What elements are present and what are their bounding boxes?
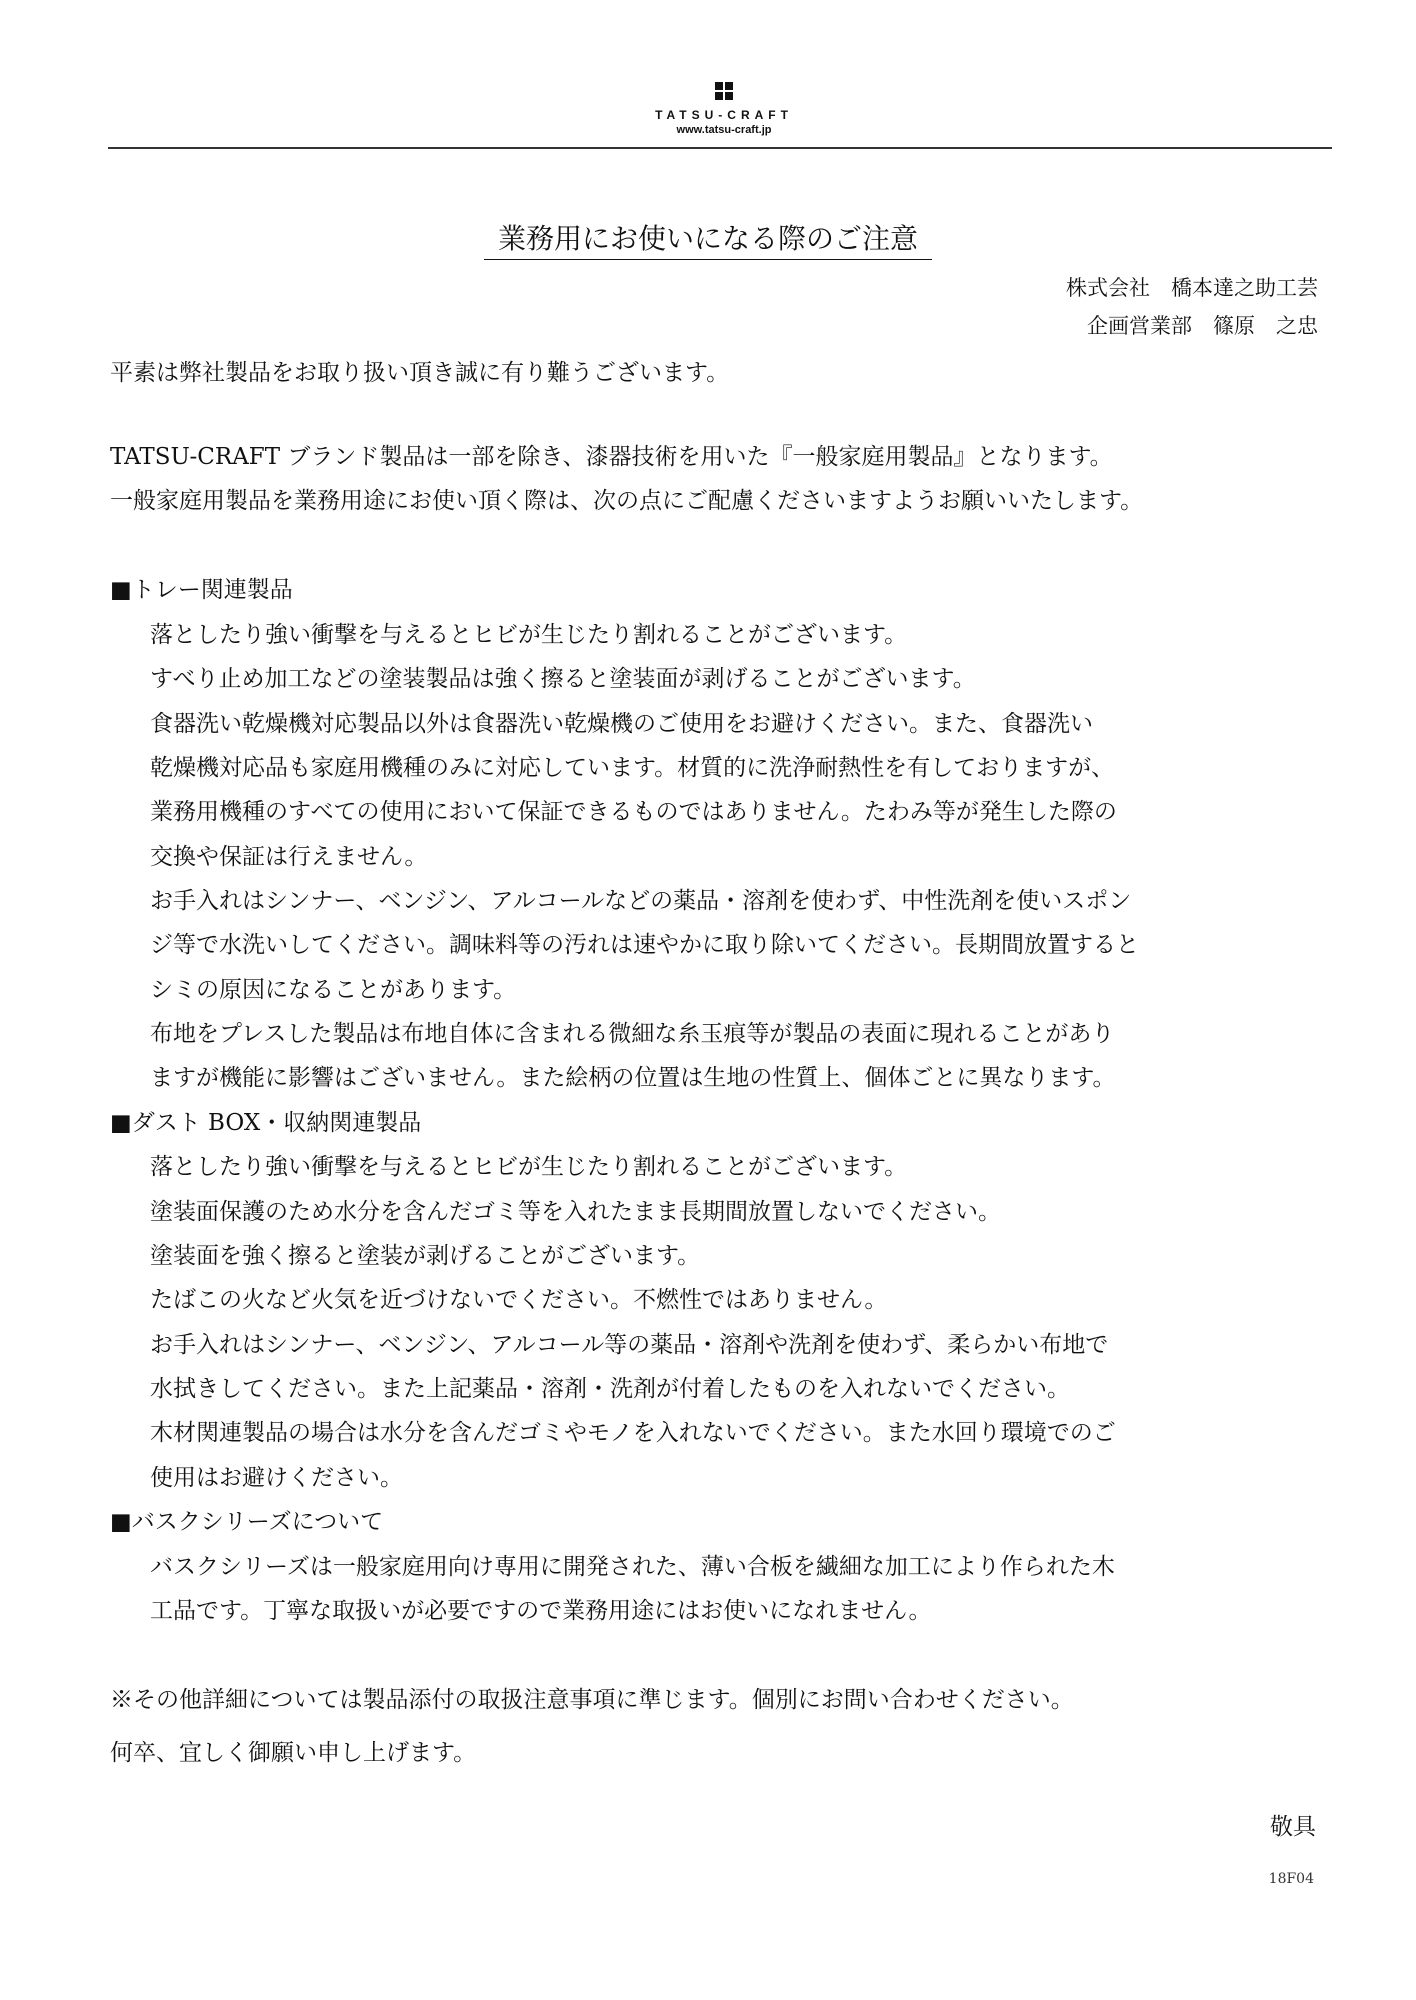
closing-request: 何卒、宜しく御願い申し上げます。: [110, 1740, 477, 1766]
closing-salutation: 敬具: [1270, 1814, 1316, 1840]
section-heading-tray: ■トレー関連製品: [110, 577, 293, 603]
section-line: お手入れはシンナー、ベンジン、アルコール等の薬品・溶剤や洗剤を使わず、柔らかい布地で: [150, 1332, 1109, 1358]
closing-note: ※その他詳細については製品添付の取扱注意事項に準じます。個別にお問い合わせください。: [110, 1687, 1074, 1713]
section-line: 木材関連製品の場合は水分を含んだゴミやモノを入れないでください。また水回り環境でのご: [150, 1420, 1116, 1446]
section-line: 工品です。丁寧な取扱いが必要ですので業務用途にはお使いになれません。: [150, 1598, 932, 1624]
section-line: 使用はお避けください。: [150, 1465, 403, 1491]
section-line: バスクシリーズは一般家庭用向け専用に開発された、薄い合板を繊細な加工により作られた木: [150, 1554, 1115, 1580]
section-line: シミの原因になることがあります。: [150, 977, 517, 1003]
section-line: 塗装面を強く擦ると塗装が剥げることがございます。: [150, 1243, 701, 1269]
section-heading-dustbox: ■ダスト BOX・収納関連製品: [110, 1110, 422, 1136]
section-line: ジ等で水洗いしてください。調味料等の汚れは速やかに取り除いてください。長期間放置すると: [150, 932, 1139, 958]
section-line: 落としたり強い衝撃を与えるとヒビが生じたり割れることがございます。: [150, 1154, 908, 1180]
sender-department: 企画営業部 篠原 之忠: [1087, 314, 1318, 338]
section-line: 塗装面保護のため水分を含んだゴミ等を入れたまま長期間放置しないでください。: [150, 1199, 1001, 1225]
section-line: ますが機能に影響はございません。また絵柄の位置は生地の性質上、個体ごとに異なります。: [150, 1065, 1116, 1091]
section-line: 乾燥機対応品も家庭用機種のみに対応しています。材質的に洗浄耐熱性を有しておりますが、: [150, 755, 1115, 781]
intro-greeting: 平素は弊社製品をお取り扱い頂き誠に有り難うございます。: [110, 360, 730, 386]
brand-url: www.tatsu-craft.jp: [676, 124, 772, 136]
four-squares-logo-icon: [715, 82, 733, 100]
section-line: 交換や保証は行えません。: [150, 844, 428, 870]
section-line: 水拭きしてください。また上記薬品・溶剤・洗剤が付着したものを入れないでください。: [150, 1376, 1070, 1402]
section-heading-basque: ■バスクシリーズについて: [110, 1509, 384, 1535]
sender-company: 株式会社 橋本達之助工芸: [1066, 276, 1318, 300]
section-line: 布地をプレスした製品は布地自体に含まれる微細な糸玉痕等が製品の表面に現れることがあり: [150, 1021, 1115, 1047]
section-line: 落としたり強い衝撃を与えるとヒビが生じたり割れることがございます。: [150, 622, 908, 648]
section-line: 食器洗い乾燥機対応製品以外は食器洗い乾燥機のご使用をお避けください。また、食器洗い: [150, 711, 1093, 737]
header-divider: [108, 147, 1332, 149]
brand-wordmark: TATSU-CRAFT: [655, 108, 793, 122]
section-line: すべり止め加工などの塗装製品は強く擦ると塗装面が剥げることがございます。: [150, 666, 976, 692]
section-line: たばこの火など火気を近づけないでください。不燃性ではありません。: [150, 1287, 888, 1313]
lead-line: TATSU-CRAFT ブランド製品は一部を除き、漆器技術を用いた『一般家庭用製品』となります。: [110, 444, 1113, 470]
document-title-block: [300, 222, 1116, 260]
document-number: 18F04: [1268, 1871, 1314, 1887]
section-line: 業務用機種のすべての使用において保証できるものではありません。たわみ等が発生した際の: [150, 799, 1117, 825]
lead-line: 一般家庭用製品を業務用途にお使い頂く際は、次の点にご配慮くださいますようお願いいたします。: [110, 488, 1144, 514]
section-line: お手入れはシンナー、ベンジン、アルコールなどの薬品・溶剤を使わず、中性洗剤を使いスポン: [150, 888, 1132, 914]
document-title: 業務用にお使いになる際のご注意: [484, 222, 932, 260]
